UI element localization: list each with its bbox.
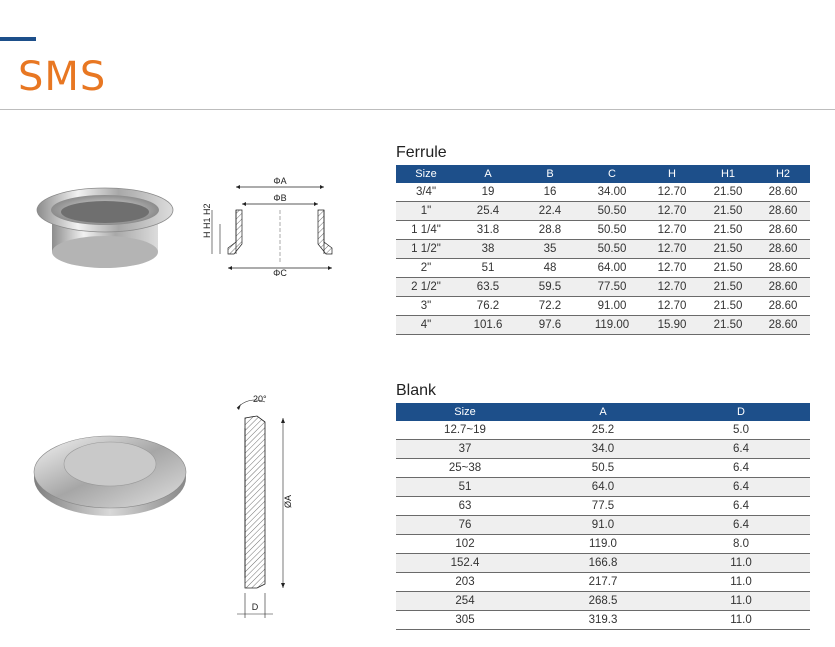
- table-row: [396, 259, 810, 278]
- blank-photo: [30, 420, 190, 520]
- table-row: [396, 592, 810, 611]
- table-cell: 217.7: [534, 573, 672, 592]
- blank-drawing: [225, 388, 305, 623]
- ferrule-col-3: C: [580, 165, 644, 183]
- table-cell: 38: [456, 240, 520, 259]
- table-cell: 59.5: [520, 278, 580, 297]
- table-cell: 28.60: [756, 183, 810, 202]
- table-cell: 3/4": [396, 183, 456, 202]
- table-cell: 21.50: [700, 297, 756, 316]
- table-cell: 37: [396, 440, 534, 459]
- table-cell: 28.8: [520, 221, 580, 240]
- label-h: H H1 H2: [202, 203, 212, 238]
- ferrule-col-6: H2: [756, 165, 810, 183]
- table-cell: 6.4: [672, 440, 810, 459]
- table-cell: 319.3: [534, 611, 672, 630]
- blank-title: Blank: [396, 382, 437, 399]
- header-divider: [0, 109, 835, 110]
- blank-header-row: [396, 403, 810, 421]
- table-cell: 12.70: [644, 259, 700, 278]
- table-cell: 35: [520, 240, 580, 259]
- table-cell: 3": [396, 297, 456, 316]
- table-row: [396, 611, 810, 630]
- label-phi-b: ΦB: [273, 193, 287, 203]
- table-cell: 51: [456, 259, 520, 278]
- table-cell: 1": [396, 202, 456, 221]
- table-cell: 50.50: [580, 221, 644, 240]
- table-cell: 25.2: [534, 421, 672, 440]
- table-cell: 119.00: [580, 316, 644, 335]
- table-cell: 16: [520, 183, 580, 202]
- table-cell: 6.4: [672, 459, 810, 478]
- table-cell: 25.4: [456, 202, 520, 221]
- ferrule-col-5: H1: [700, 165, 756, 183]
- table-cell: 72.2: [520, 297, 580, 316]
- table-cell: 21.50: [700, 221, 756, 240]
- table-cell: 12.70: [644, 202, 700, 221]
- table-cell: 2 1/2": [396, 278, 456, 297]
- table-cell: 21.50: [700, 316, 756, 335]
- table-cell: 28.60: [756, 240, 810, 259]
- label-d: D: [251, 602, 259, 612]
- table-cell: 63: [396, 497, 534, 516]
- label-phi-a: ΦA: [273, 176, 287, 186]
- ferrule-header-row: [396, 165, 810, 183]
- table-cell: 268.5: [534, 592, 672, 611]
- table-cell: 21.50: [700, 183, 756, 202]
- table-cell: 2": [396, 259, 456, 278]
- table-cell: 11.0: [672, 554, 810, 573]
- table-cell: 12.7~19: [396, 421, 534, 440]
- table-cell: 12.70: [644, 221, 700, 240]
- table-cell: 76: [396, 516, 534, 535]
- table-row: [396, 278, 810, 297]
- table-row: [396, 535, 810, 554]
- table-cell: 12.70: [644, 278, 700, 297]
- table-cell: 28.60: [756, 221, 810, 240]
- table-cell: 15.90: [644, 316, 700, 335]
- table-row: [396, 516, 810, 535]
- table-cell: 119.0: [534, 535, 672, 554]
- table-cell: 50.5: [534, 459, 672, 478]
- table-row: [396, 573, 810, 592]
- table-cell: 77.50: [580, 278, 644, 297]
- table-cell: 91.0: [534, 516, 672, 535]
- table-row: [396, 421, 810, 440]
- table-cell: 19: [456, 183, 520, 202]
- table-cell: 254: [396, 592, 534, 611]
- table-row: [396, 316, 810, 335]
- table-cell: 8.0: [672, 535, 810, 554]
- ferrule-table: [396, 165, 810, 335]
- label-angle: 20°: [253, 394, 267, 404]
- ferrule-col-2: B: [520, 165, 580, 183]
- page-title: SMS: [18, 54, 107, 100]
- table-row: [396, 221, 810, 240]
- table-row: [396, 554, 810, 573]
- table-cell: 28.60: [756, 259, 810, 278]
- table-cell: 12.70: [644, 297, 700, 316]
- table-row: [396, 459, 810, 478]
- table-cell: 203: [396, 573, 534, 592]
- table-cell: 34.0: [534, 440, 672, 459]
- ferrule-col-0: Size: [396, 165, 456, 183]
- table-cell: 152.4: [396, 554, 534, 573]
- blank-col-0: Size: [396, 403, 534, 421]
- table-row: [396, 297, 810, 316]
- table-cell: 11.0: [672, 592, 810, 611]
- table-cell: 63.5: [456, 278, 520, 297]
- table-cell: 1 1/4": [396, 221, 456, 240]
- table-cell: 21.50: [700, 278, 756, 297]
- table-cell: 6.4: [672, 516, 810, 535]
- table-cell: 12.70: [644, 240, 700, 259]
- table-row: [396, 440, 810, 459]
- blank-col-2: D: [672, 403, 810, 421]
- table-cell: 64.00: [580, 259, 644, 278]
- table-cell: 4": [396, 316, 456, 335]
- table-cell: 28.60: [756, 297, 810, 316]
- table-cell: 28.60: [756, 316, 810, 335]
- blank-table: [396, 403, 810, 630]
- table-cell: 11.0: [672, 573, 810, 592]
- table-row: [396, 478, 810, 497]
- table-cell: 50.50: [580, 240, 644, 259]
- ferrule-photo: [30, 180, 180, 280]
- ferrule-col-4: H: [644, 165, 700, 183]
- table-cell: 12.70: [644, 183, 700, 202]
- table-cell: 21.50: [700, 259, 756, 278]
- table-row: [396, 497, 810, 516]
- table-cell: 101.6: [456, 316, 520, 335]
- table-cell: 48: [520, 259, 580, 278]
- ferrule-col-1: A: [456, 165, 520, 183]
- table-cell: 31.8: [456, 221, 520, 240]
- accent-bar: [0, 37, 36, 41]
- table-cell: 51: [396, 478, 534, 497]
- table-cell: 21.50: [700, 240, 756, 259]
- table-cell: 91.00: [580, 297, 644, 316]
- table-cell: 166.8: [534, 554, 672, 573]
- table-cell: 34.00: [580, 183, 644, 202]
- table-cell: 21.50: [700, 202, 756, 221]
- table-cell: 50.50: [580, 202, 644, 221]
- table-row: [396, 183, 810, 202]
- table-cell: 11.0: [672, 611, 810, 630]
- table-row: [396, 202, 810, 221]
- ferrule-drawing: [198, 172, 338, 282]
- table-cell: 1 1/2": [396, 240, 456, 259]
- table-cell: 28.60: [756, 278, 810, 297]
- table-cell: 102: [396, 535, 534, 554]
- table-cell: 28.60: [756, 202, 810, 221]
- table-cell: 305: [396, 611, 534, 630]
- table-row: [396, 240, 810, 259]
- table-cell: 6.4: [672, 478, 810, 497]
- table-cell: 5.0: [672, 421, 810, 440]
- label-o-a: ØA: [283, 494, 293, 508]
- label-phi-c: ΦC: [273, 268, 287, 278]
- table-cell: 6.4: [672, 497, 810, 516]
- blank-col-1: A: [534, 403, 672, 421]
- table-cell: 25~38: [396, 459, 534, 478]
- table-cell: 64.0: [534, 478, 672, 497]
- table-cell: 22.4: [520, 202, 580, 221]
- table-cell: 76.2: [456, 297, 520, 316]
- ferrule-title: Ferrule: [396, 144, 447, 161]
- table-cell: 77.5: [534, 497, 672, 516]
- table-cell: 97.6: [520, 316, 580, 335]
